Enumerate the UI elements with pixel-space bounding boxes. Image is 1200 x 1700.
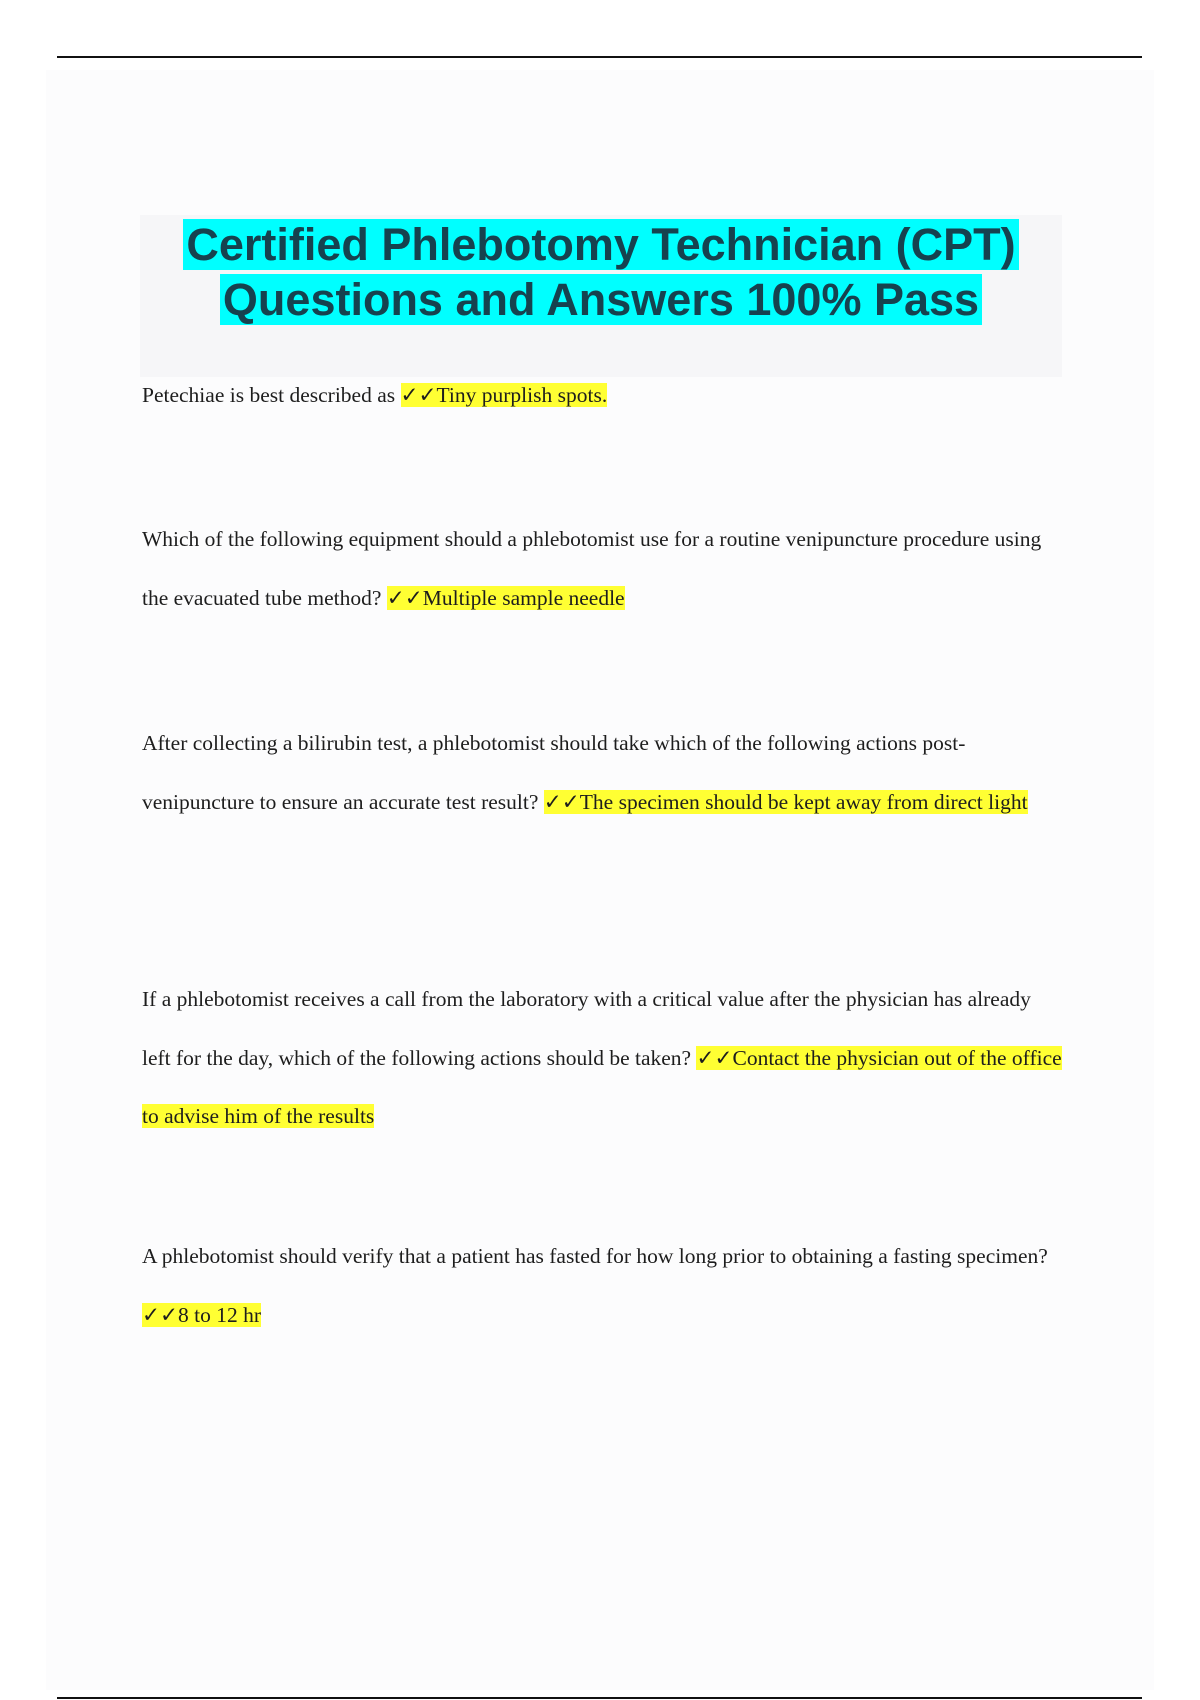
qa-item	[142, 1227, 1062, 1344]
top-rule	[57, 56, 1142, 58]
question-text: Petechiae is best described as	[142, 383, 401, 407]
qa-item	[142, 366, 1062, 425]
answer-text: ✓✓Contact the physician out of the office to advise him of the results	[142, 1045, 1062, 1128]
answer-text: ✓✓Tiny purplish spots.	[400, 383, 608, 407]
title-line-1: Certified Phlebotomy Technician (CPT)	[183, 219, 1018, 270]
answer-text: ✓✓8 to 12 hr	[142, 1302, 262, 1327]
question-text: Which of the following equipment should a phlebotomist use for a routine venipuncture procedure using the evacuated tube method?	[142, 527, 1042, 610]
title-line-2: Questions and Answers 100% Pass	[220, 274, 982, 325]
bottom-rule	[57, 1697, 1142, 1699]
qa-item	[142, 714, 1062, 831]
question-text: A phlebotomist should verify that a patient has fasted for how long prior to obtaining a fasting specimen?	[142, 1244, 1048, 1268]
answer-text: ✓✓The specimen should be kept away from direct light	[543, 789, 1028, 814]
answer-text: ✓✓Multiple sample needle	[386, 585, 625, 610]
title-block	[140, 215, 1062, 377]
question-text: If a phlebotomist receives a call from the laboratory with a critical value after the physician has already left for the day, which of the following actions should be taken?	[142, 987, 1031, 1070]
document-title	[140, 215, 1062, 327]
question-text: After collecting a bilirubin test, a phlebotomist should take which of the following actions post-venipuncture to ensure an accurate test result?	[142, 731, 966, 814]
qa-item	[142, 970, 1062, 1146]
qa-item	[142, 510, 1062, 627]
